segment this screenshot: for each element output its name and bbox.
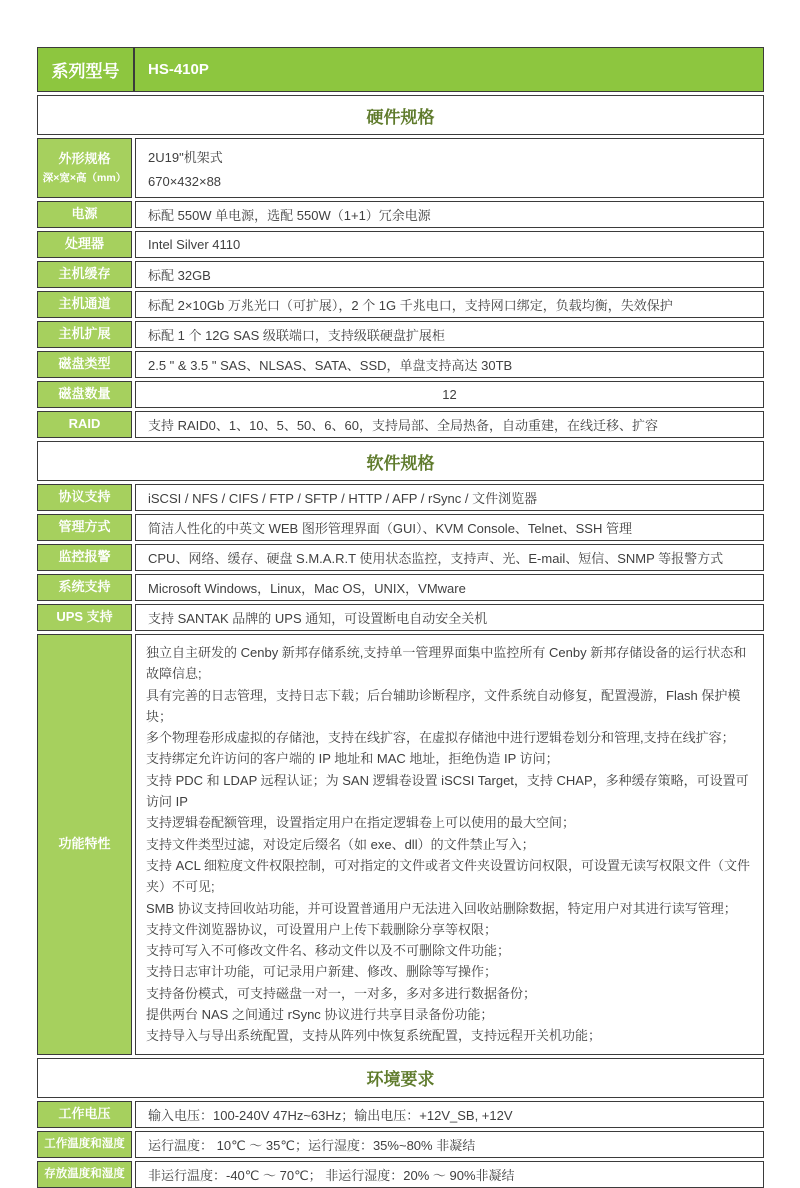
- model-header-row: [37, 47, 764, 92]
- feature-line: 具有完善的日志管理，支持日志下载；后台辅助诊断程序，文件系统自动修复，配置漫游，Flash 保护模块；: [146, 687, 741, 724]
- row-label-features: 功能特性: [37, 634, 132, 1055]
- feature-line: 支持文件浏览器协议，可设置用户上传下载删除分享等权限；: [146, 921, 498, 937]
- row-label: 电源: [37, 201, 132, 228]
- shape-line1: 2U19"机架式: [148, 150, 223, 165]
- feature-line: 多个物理卷形成虚拟的存储池，支持在线扩容，在虚拟存储池中进行逻辑卷划分和管理,支持在线扩容；: [146, 730, 735, 746]
- row-label: 工作温度和湿度: [37, 1131, 132, 1158]
- row-value: 标配 550W 单电源，选配 550W（1+1）冗余电源: [135, 201, 764, 228]
- model-name: HS-410P: [148, 61, 209, 78]
- row-label: 工作电压: [37, 1101, 132, 1128]
- feature-line: 提供两台 NAS 之间通过 rSync 协议进行共享目录备份功能；: [146, 1007, 494, 1023]
- spec-row-channels: [37, 291, 764, 318]
- row-value-shape: [135, 138, 764, 198]
- features-text: [135, 634, 764, 1055]
- row-label: RAID: [37, 411, 132, 438]
- spec-row-shape: [37, 138, 764, 198]
- spec-row-os-support: [37, 574, 764, 601]
- spec-row-voltage: [37, 1101, 764, 1128]
- shape-sublabel: 深×宽×高（mm）: [42, 171, 127, 184]
- row-value: 标配 2×10Gb 万兆光口（可扩展），2 个 1G 千兆电口，支持网口绑定，负载均衡，失效保护: [135, 291, 764, 318]
- row-label: UPS 支持: [37, 604, 132, 631]
- row-label: 主机缓存: [37, 261, 132, 288]
- spec-row-expansion: [37, 321, 764, 348]
- model-header-label: 系列型号: [38, 48, 135, 91]
- row-label: 管理方式: [37, 514, 132, 541]
- feature-line: 支持逻辑卷配额管理，设置指定用户在指定逻辑卷上可以使用的最大空间；: [146, 815, 576, 831]
- row-value: Microsoft Windows，Linux，Mac OS，UNIX，VMware: [135, 574, 764, 601]
- row-value: 支持 RAID0、1、10、5、50、6、60，支持局部、全局热备，自动重建，在线迁移、扩容: [135, 411, 764, 438]
- feature-line: 支持 PDC 和 LDAP 远程认证；为 SAN 逻辑卷设置 iSCSI Target，支持 CHAP，多种缓存策略，可设置可访问 IP: [146, 772, 749, 810]
- row-label: 磁盘类型: [37, 351, 132, 378]
- row-value: 2.5 " & 3.5 " SAS、NLSAS、SATA、SSD，单盘支持高达 30TB: [135, 351, 764, 378]
- row-value: 非运行温度：-40℃ ～ 70℃； 非运行湿度：20% ～ 90%非凝结: [135, 1161, 764, 1188]
- feature-line: 独立自主研发的 Cenby 新邦存储系统,支持单一管理界面集中监控所有 Cenby 新邦存储设备的运行状态和故障信息;: [146, 645, 747, 682]
- row-label: 存放温度和湿度: [37, 1161, 132, 1188]
- row-label: 主机扩展: [37, 321, 132, 348]
- row-value: iSCSI / NFS / CIFS / FTP / SFTP / HTTP / AFP / rSync / 文件浏览器: [135, 484, 764, 511]
- spec-row-disk-type: [37, 351, 764, 378]
- spec-row-operating-temp: [37, 1131, 764, 1158]
- row-label: 协议支持: [37, 484, 132, 511]
- row-value: 12: [135, 381, 764, 408]
- spec-row-cpu: [37, 231, 764, 258]
- spec-table: [37, 47, 764, 1188]
- feature-line: 支持文件类型过滤，对设定后缀名（如 exe、dll）的文件禁止写入；: [146, 836, 535, 852]
- feature-line: 支持 ACL 细粒度文件权限控制，可对指定的文件或者文件夹设置访问权限，可设置无读写权限文件（文件夹）不可见;: [146, 857, 751, 895]
- spec-row-management: [37, 514, 764, 541]
- feature-line: 支持备份模式，可支持磁盘一对一，一对多，多对多进行数据备份；: [146, 985, 537, 1001]
- feature-line: 支持日志审计功能，可记录用户新建、修改、删除等写操作；: [146, 964, 498, 980]
- spec-row-storage-temp: [37, 1161, 764, 1188]
- feature-line: 支持导入与导出系统配置，支持从阵列中恢复系统配置，支持远程开关机功能；: [146, 1028, 602, 1044]
- section-title-hardware: 硬件规格: [37, 95, 764, 135]
- spec-row-cache: [37, 261, 764, 288]
- spec-row-protocols: [37, 484, 764, 511]
- row-value: 简洁人性化的中英文 WEB 图形管理界面（GUI）、KVM Console、Telnet、SSH 管理: [135, 514, 764, 541]
- section-title-software: 软件规格: [37, 441, 764, 481]
- row-value: Intel Silver 4110: [135, 231, 764, 258]
- spec-row-features: [37, 634, 764, 1055]
- spec-row-monitoring: [37, 544, 764, 571]
- spec-row-ups: [37, 604, 764, 631]
- row-label: 系统支持: [37, 574, 132, 601]
- row-label: 主机通道: [37, 291, 132, 318]
- row-label-shape: [37, 138, 132, 198]
- row-label: 磁盘数量: [37, 381, 132, 408]
- spec-row-raid: [37, 411, 764, 438]
- shape-label: 外形规格: [58, 151, 111, 167]
- row-value: 标配 32GB: [135, 261, 764, 288]
- feature-line: 支持可写入不可修改文件名、移动文件以及不可删除文件功能；: [146, 943, 511, 959]
- feature-line: 支持绑定允许访问的客户端的 IP 地址和 MAC 地址，拒绝伪造 IP 访问；: [146, 751, 559, 767]
- spec-row-power: [37, 201, 764, 228]
- row-label: 处理器: [37, 231, 132, 258]
- section-title-environment: 环境要求: [37, 1058, 764, 1098]
- feature-line: SMB 协议支持回收站功能，并可设置普通用户无法进入回收站删除数据，特定用户对其进行读写管理；: [146, 900, 737, 916]
- row-value: 输入电压：100-240V 47Hz~63Hz；输出电压：+12V_SB, +12V: [135, 1101, 764, 1128]
- shape-line2: 670×432×88: [148, 174, 222, 189]
- row-value: 标配 1 个 12G SAS 级联端口，支持级联硬盘扩展柜: [135, 321, 764, 348]
- spec-row-disk-count: [37, 381, 764, 408]
- row-value: CPU、网络、缓存、硬盘 S.M.A.R.T 使用状态监控，支持声、光、E-mail、短信、SNMP 等报警方式: [135, 544, 764, 571]
- row-label: 监控报警: [37, 544, 132, 571]
- row-value: 支持 SANTAK 品牌的 UPS 通知，可设置断电自动安全关机: [135, 604, 764, 631]
- row-value: 运行温度： 10℃ ～ 35℃；运行湿度：35%~80% 非凝结: [135, 1131, 764, 1158]
